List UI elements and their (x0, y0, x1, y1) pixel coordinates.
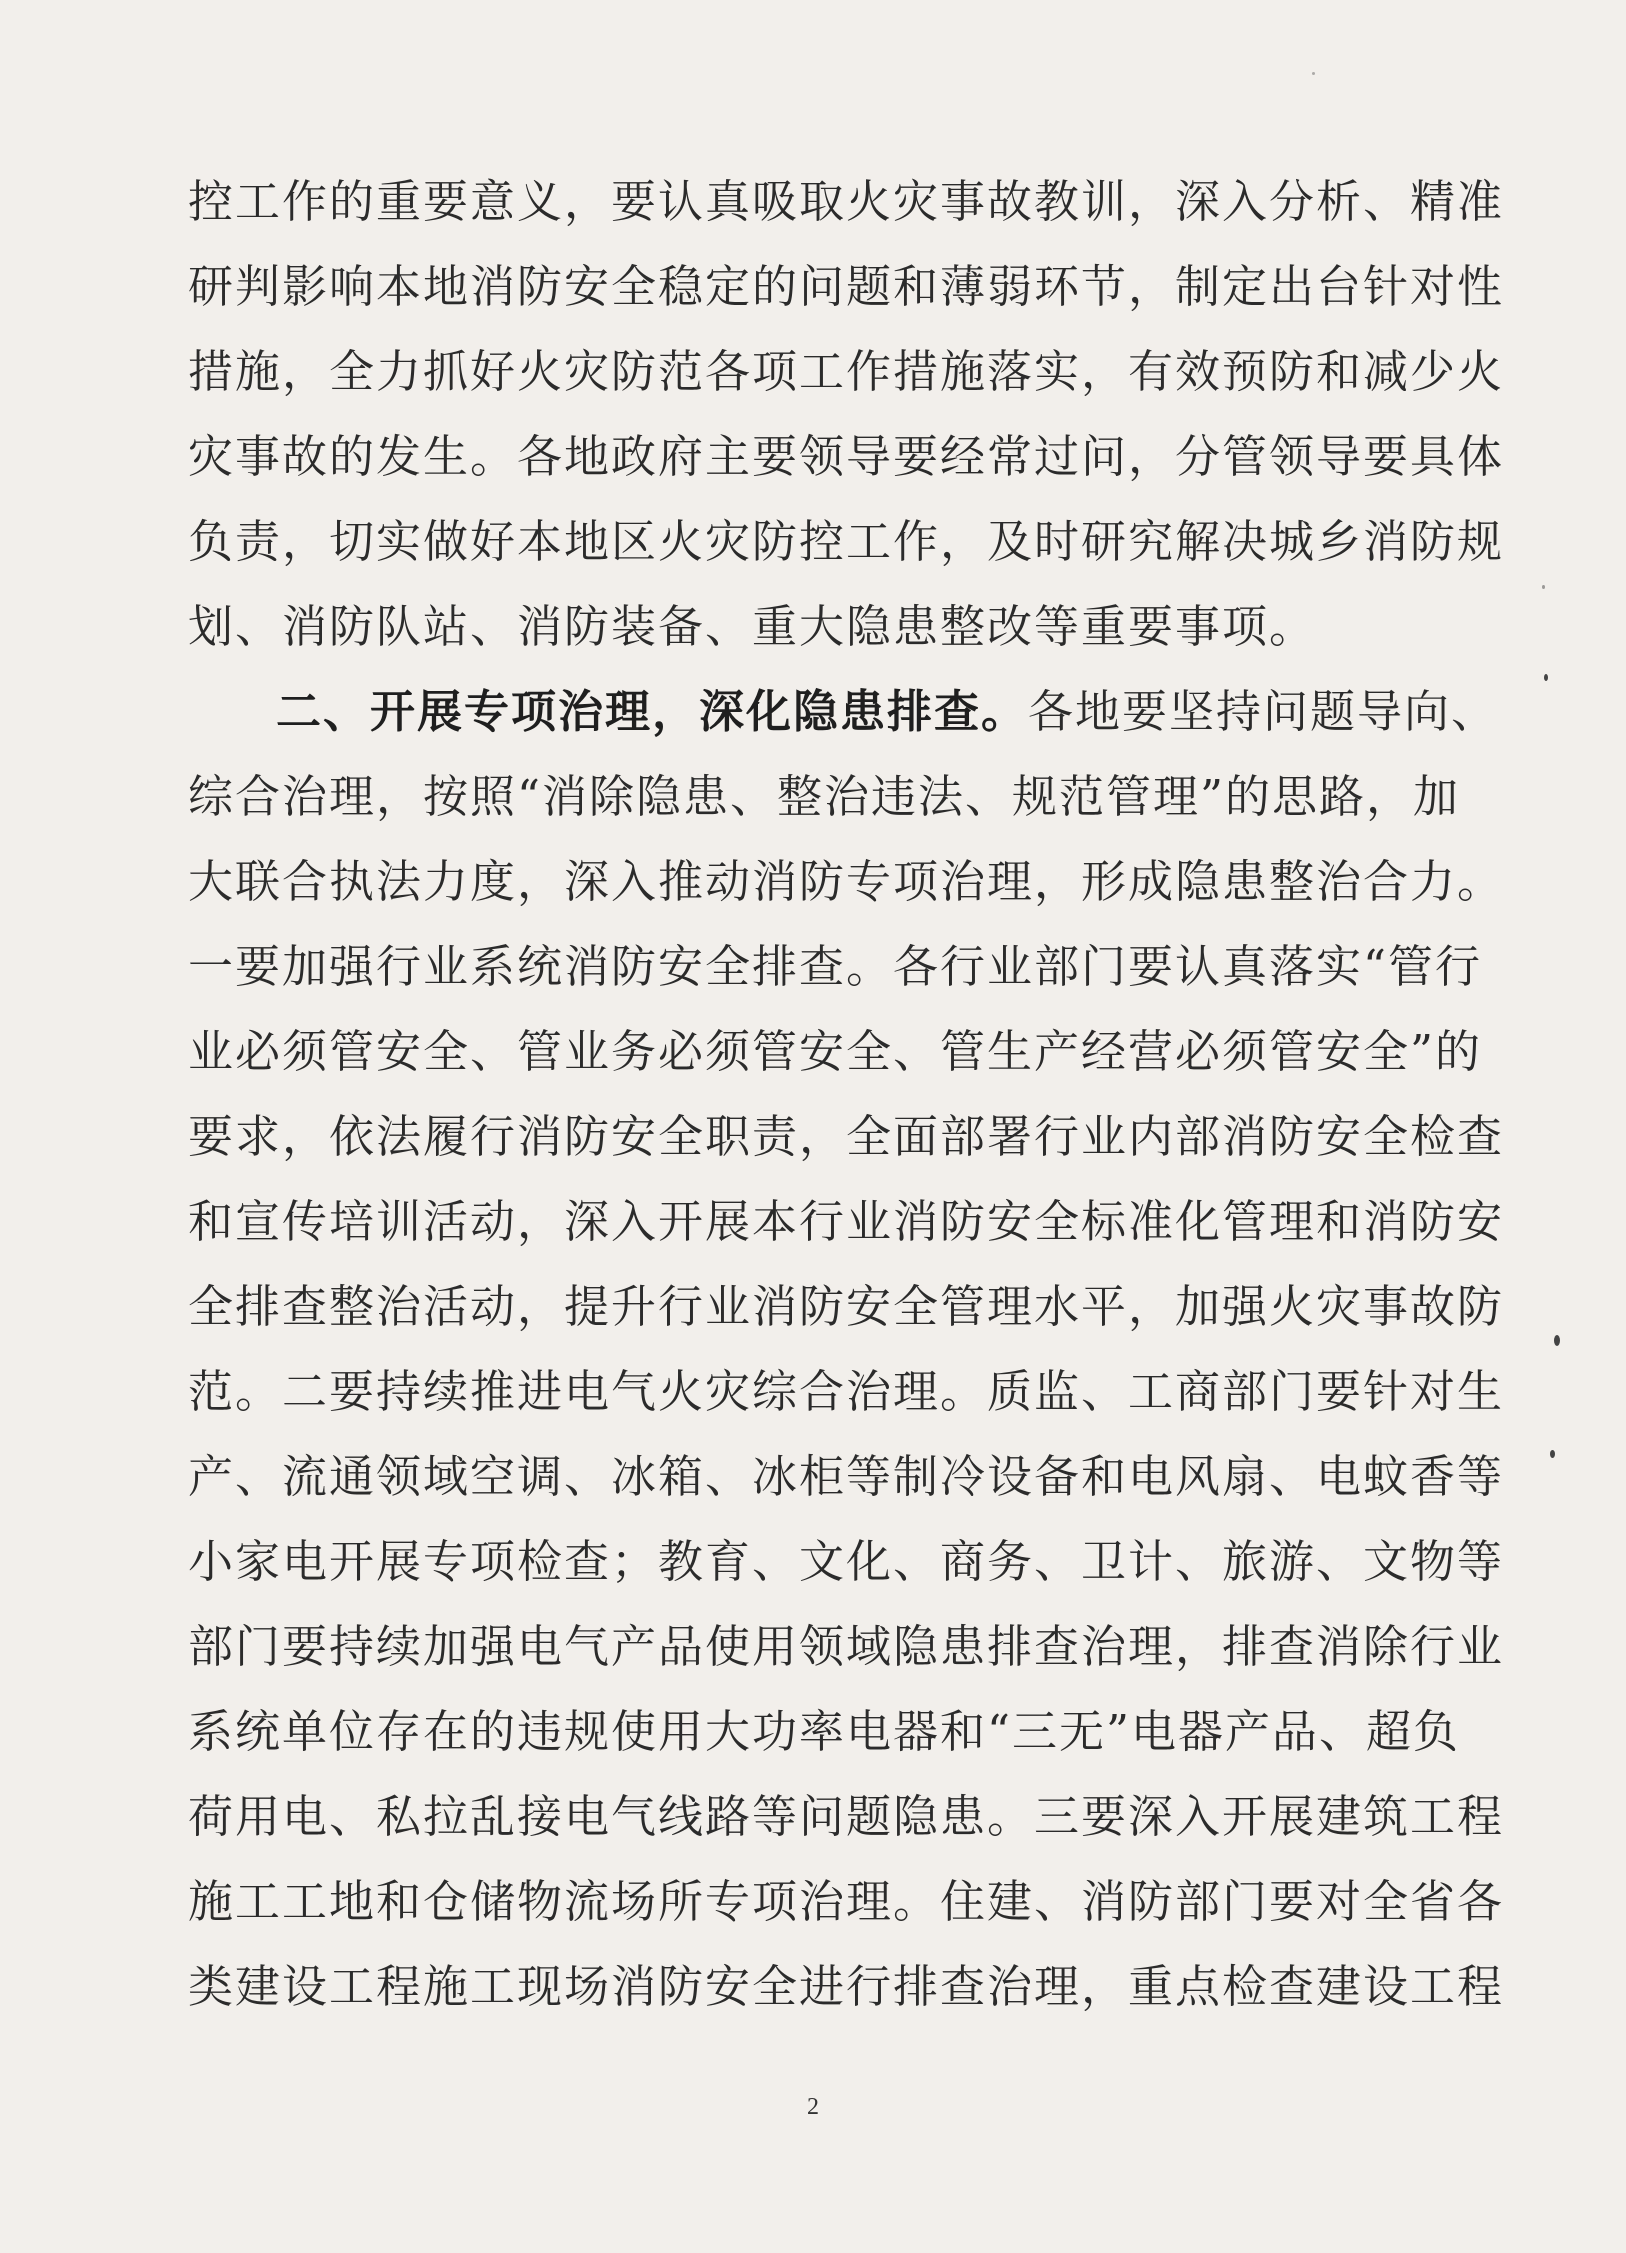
text-line: 和宣传培训活动，深入开展本行业消防安全标准化管理和消防安 (188, 1195, 1505, 1248)
page-number: 2 (807, 2094, 819, 2120)
text-line: 类建设工程施工现场消防安全进行排查治理，重点检查建设工程 (188, 1960, 1505, 2013)
text-line: 措施，全力抓好火灾防范各项工作措施落实，有效预防和减少火 (188, 345, 1505, 398)
text-line: 要求，依法履行消防安全职责，全面部署行业内部消防安全检查 (188, 1110, 1505, 1163)
text-line: 小家电开展专项检查；教育、文化、商务、卫计、旅游、文物等 (188, 1535, 1505, 1588)
scan-speck (1544, 674, 1548, 681)
text-line: 大联合执法力度，深入推动消防专项治理，形成隐患整治合力。 (188, 855, 1505, 908)
text-line: 范。二要持续推进电气火灾综合治理。质监、工商部门要针对生 (188, 1365, 1505, 1418)
text-line: 研判影响本地消防安全稳定的问题和薄弱环节，制定出台针对性 (188, 260, 1505, 313)
text-line: 系统单位存在的违规使用大功率电器和“三无”电器产品、超负 (188, 1705, 1461, 1758)
section-heading-line (276, 680, 1499, 744)
section-heading-continuation: 各地要坚持问题导向、 (1028, 685, 1499, 738)
text-line: 综合治理，按照“消除隐患、整治违法、规范管理”的思路，加 (188, 770, 1461, 823)
text-line: 施工工地和仓储物流场所专项治理。住建、消防部门要对全省各 (188, 1875, 1505, 1928)
text-line: 划、消防队站、消防装备、重大隐患整改等重要事项。 (188, 600, 1317, 653)
text-line: 负责，切实做好本地区火灾防控工作，及时研究解决城乡消防规 (188, 515, 1505, 568)
scan-speck (1542, 585, 1545, 589)
scan-speck (1312, 72, 1315, 75)
text-line: 业必须管安全、管业务必须管安全、管生产经营必须管安全”的 (188, 1025, 1483, 1078)
scan-speck (1550, 1450, 1555, 1458)
text-line: 荷用电、私拉乱接电气线路等问题隐患。三要深入开展建筑工程 (188, 1790, 1505, 1843)
section-heading: 二、开展专项治理，深化隐患排查。 (276, 685, 1029, 738)
text-line: 灾事故的发生。各地政府主要领导要经常过问，分管领导要具体 (188, 430, 1505, 483)
text-line: 全排查整治活动，提升行业消防安全管理水平，加强火灾事故防 (188, 1280, 1505, 1333)
text-line: 控工作的重要意义，要认真吸取火灾事故教训，深入分析、精准 (188, 175, 1505, 228)
text-line: 部门要持续加强电气产品使用领域隐患排查治理，排查消除行业 (188, 1620, 1505, 1673)
scan-speck (1554, 1335, 1560, 1346)
text-line: 产、流通领域空调、冰箱、冰柜等制冷设备和电风扇、电蚊香等 (188, 1450, 1505, 1503)
text-line: 一要加强行业系统消防安全排查。各行业部门要认真落实“管行 (188, 940, 1483, 993)
